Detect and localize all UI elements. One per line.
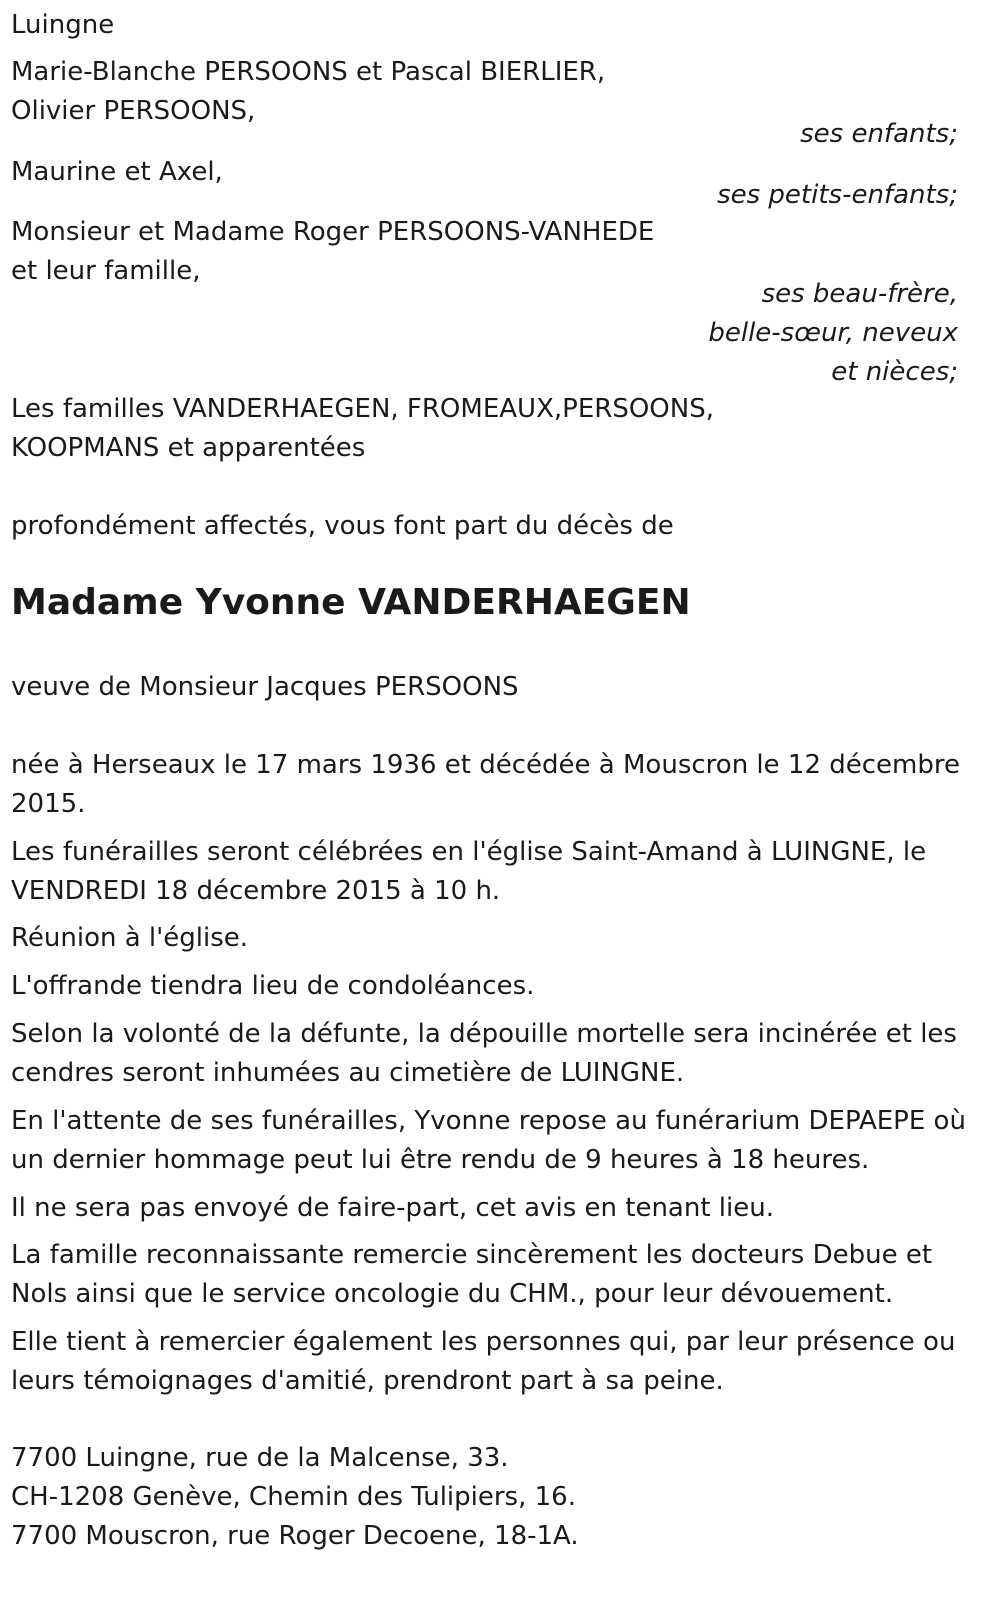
cremation-line-1: Selon la volonté de la défunte, la dépouille mortelle sera incinérée et les — [11, 1019, 957, 1049]
inlaws-line-2: et leur famille, — [11, 256, 201, 286]
children-line-2: Olivier PERSOONS, — [11, 96, 256, 126]
inlaws-relation-line-3: et nièces; — [831, 357, 958, 387]
funerarium-line-1: En l'attente de ses funérailles, Yvonne repose au funérarium DEPAEPE où — [11, 1106, 966, 1136]
thanks2-line-2: leurs témoignages d'amitié, prendront part à sa peine. — [11, 1366, 724, 1396]
offering: L'offrande tiendra lieu de condoléances. — [11, 971, 535, 1001]
inlaws-relation-line-1: ses beau-frère, — [761, 279, 958, 309]
address-2: CH-1208 Genève, Chemin des Tulipiers, 16. — [11, 1482, 576, 1512]
funeral-line-2: VENDREDI 18 décembre 2015 à 10 h. — [11, 876, 501, 906]
thanks-line-1: La famille reconnaissante remercie sincèrement les docteurs Debue et — [11, 1240, 933, 1270]
meeting: Réunion à l'église. — [11, 923, 249, 953]
thanks-line-2: Nols ainsi que le service oncologie du CHM., pour leur dévouement. — [11, 1279, 894, 1309]
children-line-1: Marie-Blanche PERSOONS et Pascal BIERLIER, — [11, 57, 606, 87]
widow-of: veuve de Monsieur Jacques PERSOONS — [11, 672, 519, 702]
cremation-line-2: cendres seront inhumées au cimetière de LUINGNE. — [11, 1058, 685, 1088]
deceased-name: Madame Yvonne VANDERHAEGEN — [11, 582, 691, 623]
inlaws-line-1: Monsieur et Madame Roger PERSOONS-VANHEDE — [11, 217, 655, 247]
announcement-intro: profondément affectés, vous font part du décès de — [11, 511, 674, 541]
families-line-2: KOOPMANS et apparentées — [11, 433, 366, 463]
inlaws-relation-line-2: belle-sœur, neveux — [708, 318, 958, 348]
funeral-line-1: Les funérailles seront célébrées en l'église Saint-Amand à LUINGNE, le — [11, 837, 927, 867]
birth-death-line-2: 2015. — [11, 789, 86, 819]
children-relation: ses enfants; — [800, 119, 958, 149]
header-place: Luingne — [11, 10, 115, 40]
no-card: Il ne sera pas envoyé de faire-part, cet avis en tenant lieu. — [11, 1193, 774, 1223]
funerarium-line-2: un dernier hommage peut lui être rendu de 9 heures à 18 heures. — [11, 1145, 870, 1175]
address-3: 7700 Mouscron, rue Roger Decoene, 18-1A. — [11, 1521, 579, 1551]
families-line-1: Les familles VANDERHAEGEN, FROMEAUX,PERSOONS, — [11, 394, 714, 424]
thanks2-line-1: Elle tient à remercier également les personnes qui, par leur présence ou — [11, 1327, 956, 1357]
grandchildren: Maurine et Axel, — [11, 157, 223, 187]
birth-death-line-1: née à Herseaux le 17 mars 1936 et décédée à Mouscron le 12 décembre — [11, 750, 960, 780]
grandchildren-relation: ses petits-enfants; — [717, 180, 958, 210]
address-1: 7700 Luingne, rue de la Malcense, 33. — [11, 1443, 509, 1473]
